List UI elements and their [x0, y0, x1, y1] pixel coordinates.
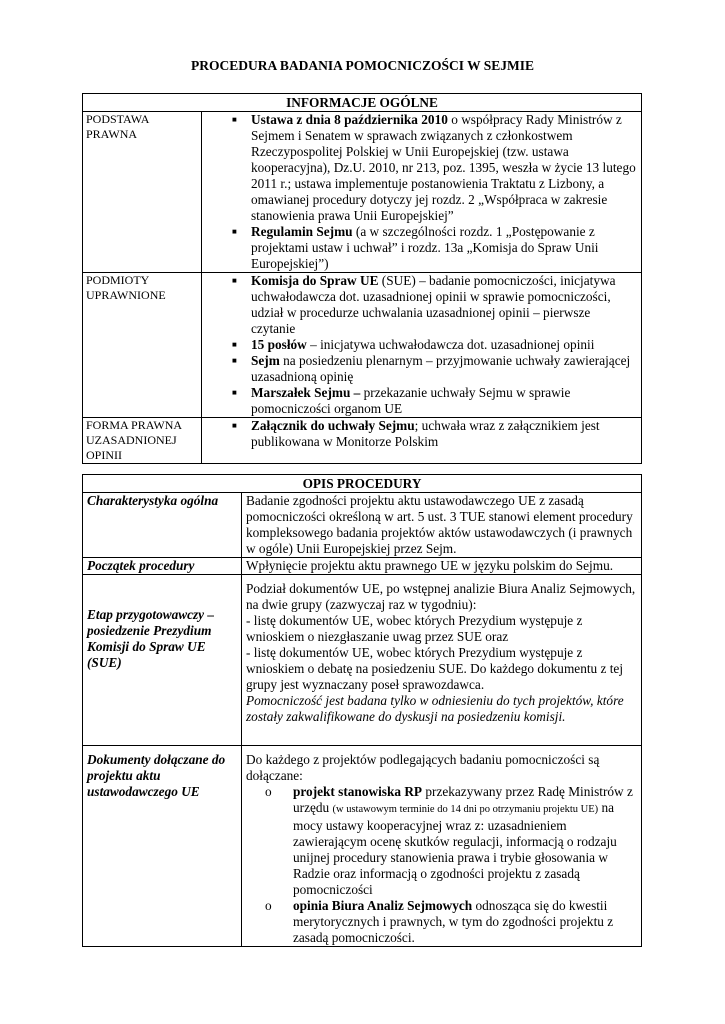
docs-row — [83, 746, 642, 947]
prep-label: Etap przygotowawczy – posiedzenie Prezydium Komisji do Spraw UE (SUE) — [87, 607, 215, 670]
start-row — [83, 558, 642, 575]
list-item: o opinia Biura Analiz Sejmowych odnosząca się do kwestii merytorycznych i prawnych, w tym do zgodności projektu z zasadą pomocniczości. — [265, 898, 614, 945]
document-title: PROCEDURA BADANIA POMOCNICZOŚCI W SEJMIE — [190, 58, 535, 73]
docs-label: Dokumenty dołączane do projektu aktu ustawodawczego UE — [87, 752, 226, 799]
entities-list — [236, 273, 637, 417]
general-info-table — [82, 93, 642, 464]
prep-row — [83, 575, 642, 746]
circle-bullet-icon: o — [265, 784, 272, 799]
legal-basis-row — [83, 112, 642, 273]
entities-row — [83, 273, 642, 418]
list-item: ■ Regulamin Sejmu (a w szczególności rozdz. 1 „Postępowanie z projektami ustaw i uchwał” i rozdz. 13a „Komisja do Spraw Unii Europejskiej”) — [236, 224, 637, 272]
legal-basis-label: PODSTAWA PRAWNA — [83, 112, 202, 273]
legal-form-list — [236, 418, 637, 450]
list-item: ■ Marszałek Sejmu – przekazanie uchwały Sejmu w sprawie pomocniczości organom UE — [236, 385, 637, 417]
legal-form-label: FORMA PRAWNA UZASADNIONEJ OPINII — [83, 418, 202, 464]
start-text: Wpłynięcie projektu aktu prawnego UE w języku polskim do Sejmu. — [242, 558, 642, 575]
general-info-header: INFORMACJE OGÓLNE — [83, 94, 642, 112]
prep-line-1: Podział dokumentów UE, po wstępnej analizie Biura Analiz Sejmowych, na dwie grupy (zazwyczaj raz w tygodniu): — [246, 581, 636, 612]
prep-line-3: - listę dokumentów UE, wobec których Prezydium występuje z wnioskiem o debatę na posiedzeniu SUE. Do każdego dokumentu z tej grupy jest wyznaczany poseł sprawozdawca. — [246, 645, 624, 692]
list-item: ■ Załącznik do uchwały Sejmu; uchwała wraz z załącznikiem jest publikowana w Monitorze Polskim — [236, 418, 637, 450]
list-item: ■ Komisja do Spraw UE (SUE) – badanie pomocniczości, inicjatywa uchwałodawcza dot. uzasadnionej opinii w sprawie pomocniczości, udział w procedurze uchwalania uzasadnionej opinii – pierwsze czytanie — [236, 273, 637, 337]
list-item: ■ Sejm na posiedzeniu plenarnym – przyjmowanie uchwały zawierającej uzasadnioną opinię — [236, 353, 637, 385]
entities-label: PODMIOTY UPRAWNIONE — [83, 273, 202, 418]
legal-basis-list — [236, 112, 637, 272]
start-label: Początek procedury — [83, 558, 242, 575]
docs-list — [246, 784, 637, 946]
prep-line-2: - listę dokumentów UE, wobec których Prezydium występuje z wnioskiem o niezgłaszanie uwag przez SUE oraz — [246, 613, 583, 644]
procedure-table — [82, 474, 642, 947]
circle-bullet-icon: o — [265, 898, 272, 913]
list-item: ■ Ustawa z dnia 8 października 2010 o współpracy Rady Ministrów z Sejmem i Senatem w sprawach związanych z członkostwem Rzeczypospolitej Polskiej w Unii Europejskiej (tzw. ustawa kooperacyjna), Dz.U. 2010, nr 213, poz. 1395, weszła w życie 13 lutego 2011 r.; ustawa implementuje postanowienia Traktatu z Lizbony, a omawianej procedury dotyczy jej rozdz. 2 „Współpraca w zakresie stanowienia prawa Unii Europejskiej” — [236, 112, 637, 224]
general-label: Charakterystyka ogólna — [83, 493, 242, 558]
prep-note: Pomocniczość jest badana tylko w odniesieniu do tych projektów, które zostały zakwalifikowane do dyskusji na posiedzeniu komisji. — [246, 693, 624, 724]
docs-intro: Do każdego z projektów podlegających badaniu pomocniczości są dołączane: — [246, 752, 600, 783]
list-item: ■ 15 posłów – inicjatywa uchwałodawcza dot. uzasadnionej opinii — [236, 337, 637, 353]
list-item: o projekt stanowiska RP przekazywany przez Radę Ministrów z urzędu (w ustawowym terminie do 14 dni po otrzymaniu projektu UE) na mocy ustawy kooperacyjnej wraz z: uzasadnieniem zawierającym ocenę skutków regulacji, informacją o rodzaju unijnej procedury stanowienia prawa i trybie głosowania w Radzie oraz informacją o zgodności projektu z zasadą pomocniczości — [265, 784, 633, 897]
legal-form-row — [83, 418, 642, 464]
general-row — [83, 493, 642, 558]
general-text: Badanie zgodności projektu aktu ustawodawczego UE z zasadą pomocniczości określoną w art. 5 ust. 3 TUE stanowi element procedury kompleksowego badania projektów aktów ustawodawczych (i prawnych w ogóle) Unii Europejskiej przez Sejm. — [242, 493, 642, 558]
procedure-header: OPIS PROCEDURY — [83, 475, 642, 493]
